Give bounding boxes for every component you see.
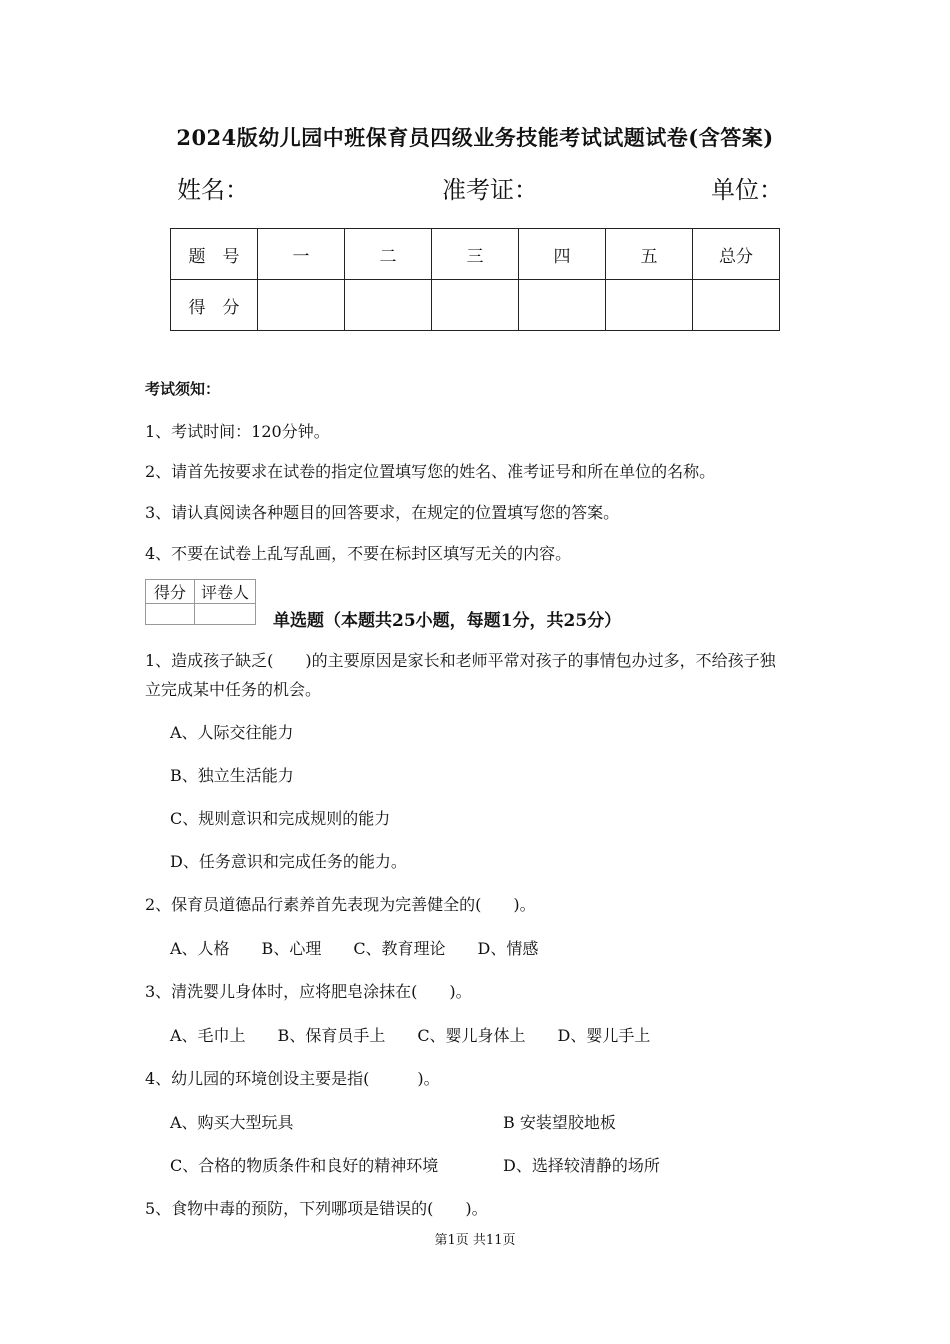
name-field-label: 姓名：	[177, 176, 249, 204]
exam-note-item: 3、请认真阅读各种题目的回答要求，在规定的位置填写您的答案。	[145, 503, 620, 522]
unit-field-label: 单位：	[711, 176, 783, 204]
question-4-stem: 4、幼儿园的环境创设主要是指( )。	[145, 1069, 440, 1088]
exam-note-item: 2、请首先按要求在试卷的指定位置填写您的姓名、准考证号和所在单位的名称。	[145, 462, 716, 481]
grader-box-score-cell	[146, 604, 195, 625]
score-table-header-cell: 二	[345, 229, 432, 280]
score-table-header-cell: 三	[432, 229, 519, 280]
grader-box-score-label: 得分	[146, 580, 195, 604]
question-3-options: A、毛巾上 B、保育员手上 C、婴儿身体上 D、婴儿手上	[170, 1026, 651, 1045]
score-cell	[258, 280, 345, 331]
score-table-header-cell: 总分	[693, 229, 780, 280]
question-1-option-b: B、独立生活能力	[170, 766, 294, 785]
question-1-stem-continued: 立完成某中任务的机会。	[145, 680, 322, 699]
question-1-stem: 1、造成孩子缺乏( )的主要原因是家长和老师平常对孩子的事情包办过多，不给孩子独	[145, 651, 776, 670]
document-title: 2024版幼儿园中班保育员四级业务技能考试试题试卷(含答案)	[176, 125, 774, 150]
section-title: 单选题（本题共25小题，每题1分，共25分）	[273, 611, 622, 631]
score-cell	[345, 280, 432, 331]
question-4-option-d: D、选择较清静的场所	[503, 1156, 660, 1175]
score-cell	[606, 280, 693, 331]
question-4-option-b: B 安装望胶地板	[503, 1113, 616, 1132]
grader-box-grader-cell	[195, 604, 256, 625]
score-table	[170, 228, 780, 331]
score-table-score-row	[171, 280, 780, 331]
exam-note-item: 1、考试时间：120分钟。	[145, 422, 330, 441]
score-cell	[519, 280, 606, 331]
question-3-stem: 3、清洗婴儿身体时，应将肥皂涂抹在( )。	[145, 982, 472, 1001]
question-5-stem: 5、食物中毒的预防，下列哪项是错误的( )。	[145, 1199, 488, 1218]
question-1-option-d: D、任务意识和完成任务的能力。	[170, 852, 407, 871]
exam-number-field-label: 准考证：	[442, 176, 538, 204]
score-table-header-row	[171, 229, 780, 280]
question-2-options: A、人格 B、心理 C、教育理论 D、情感	[170, 939, 539, 958]
question-4-option-a: A、购买大型玩具	[170, 1113, 294, 1132]
score-table-header-cell: 五	[606, 229, 693, 280]
question-1-option-a: A、人际交往能力	[170, 723, 294, 742]
score-row-label: 得 分	[171, 280, 258, 331]
score-table-header-cell: 四	[519, 229, 606, 280]
score-cell	[432, 280, 519, 331]
score-table-header-cell: 题 号	[171, 229, 258, 280]
grader-box-grader-label: 评卷人	[195, 580, 256, 604]
question-1-option-c: C、规则意识和完成规则的能力	[170, 809, 391, 828]
question-4-option-c: C、合格的物质条件和良好的精神环境	[170, 1156, 439, 1175]
exam-notes-heading: 考试须知：	[145, 380, 221, 398]
page-footer: 第1页 共11页	[434, 1233, 516, 1248]
exam-note-item: 4、不要在试卷上乱写乱画，不要在标封区填写无关的内容。	[145, 544, 572, 563]
score-table-header-cell: 一	[258, 229, 345, 280]
question-2-stem: 2、保育员道德品行素养首先表现为完善健全的( )。	[145, 895, 536, 914]
grader-box	[145, 579, 256, 625]
score-cell	[693, 280, 780, 331]
